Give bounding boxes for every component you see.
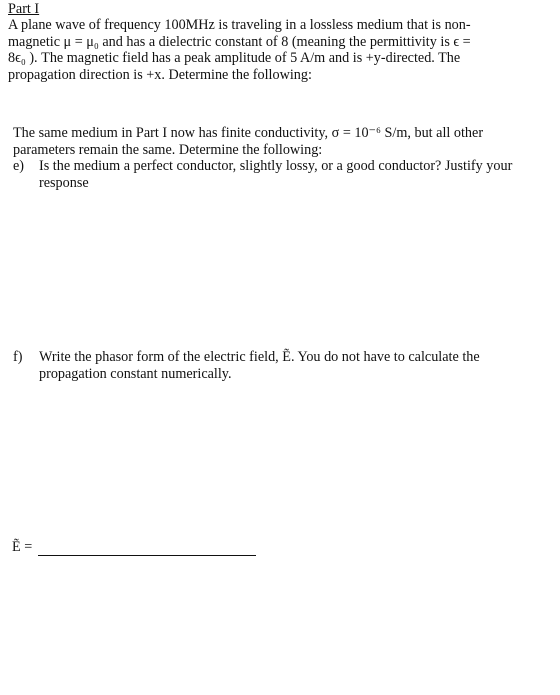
intro-line: magnetic μ = μ₀ and has a dielectric constant of 8 (meaning the permittivity is ϵ =: [8, 33, 471, 50]
question-label: e): [13, 158, 25, 174]
answer-blank[interactable]: [38, 543, 256, 556]
answer-line: [12, 539, 256, 556]
question-f: [13, 349, 480, 382]
answer-label: Ẽ =: [12, 539, 33, 555]
question-line: Write the phasor form of the electric field, Ẽ. You do not have to calculate the: [39, 349, 480, 365]
question-text: [39, 349, 480, 382]
question-text: [39, 158, 512, 191]
question-line: Is the medium a perfect conductor, slightly lossy, or a good conductor? Justify your: [39, 158, 513, 174]
intro-line: 8ϵ₀ ). The magnetic field has a peak amplitude of 5 A/m and is +y-directed. The: [8, 50, 461, 66]
intro-paragraph: [8, 17, 528, 83]
intro-line: propagation direction is +x. Determine the following:: [8, 66, 312, 83]
question-line: response: [39, 174, 89, 191]
intro-line: A plane wave of frequency 100MHz is traveling in a lossless medium that is non-: [8, 17, 471, 33]
conductivity-line: parameters remain the same. Determine the following:: [13, 141, 323, 158]
question-label: f): [13, 349, 23, 365]
conductivity-paragraph: [13, 125, 553, 158]
conductivity-line: The same medium in Part I now has finite conductivity, σ = 10⁻⁶ S/m, but all other: [13, 125, 484, 141]
question-line: propagation constant numerically.: [39, 365, 232, 382]
part-heading: Part I: [8, 1, 40, 17]
question-e: [13, 158, 512, 191]
